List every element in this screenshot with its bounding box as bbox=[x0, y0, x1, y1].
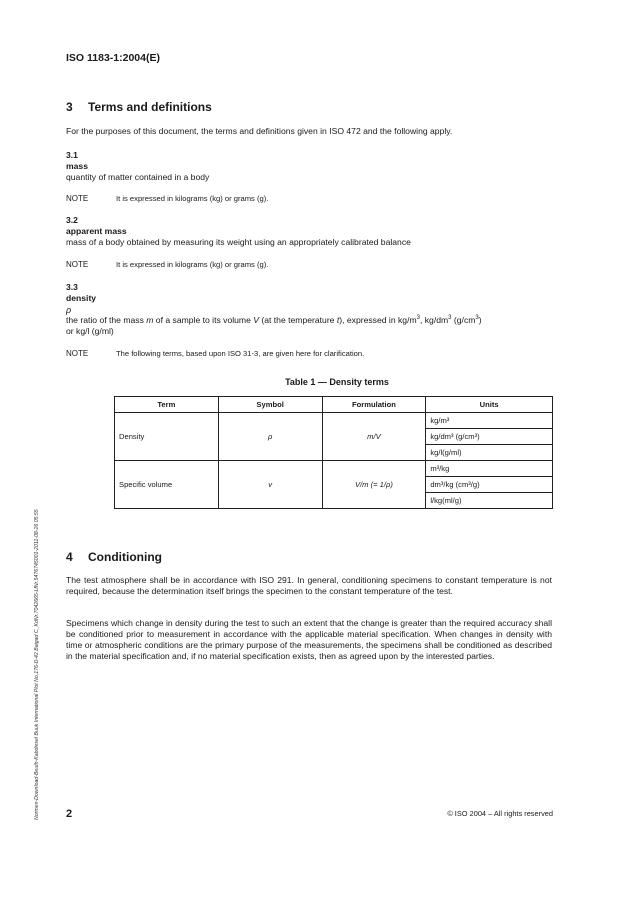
header-units: Units bbox=[426, 397, 553, 413]
cell-term: Density bbox=[115, 413, 219, 461]
variable-m: m bbox=[146, 315, 154, 325]
superscript: 3 bbox=[475, 315, 479, 322]
term-name: density bbox=[66, 293, 97, 303]
definition-text: ), expressed in kg/m bbox=[339, 315, 417, 325]
cell-unit: l/kg(ml/g) bbox=[426, 493, 553, 509]
header-formulation: Formulation bbox=[322, 397, 426, 413]
note-label: NOTE bbox=[66, 260, 89, 269]
header-term: Term bbox=[115, 397, 219, 413]
note-text: It is expressed in kilograms (kg) or grams (g). bbox=[116, 260, 269, 269]
document-id: ISO 1183-1:2004(E) bbox=[66, 52, 160, 64]
download-stamp bbox=[34, 420, 46, 820]
term-definition-line2: or kg/l (g/ml) bbox=[66, 326, 114, 336]
term-name: apparent mass bbox=[66, 226, 127, 236]
definition-text: , kg/dm bbox=[419, 315, 449, 325]
superscript: 3 bbox=[416, 315, 420, 322]
cell-unit: kg/dm³ (g/cm³) bbox=[426, 429, 553, 445]
term-note bbox=[66, 194, 268, 203]
section-3-intro: For the purposes of this document, the terms and definitions given in ISO 472 and the following apply. bbox=[66, 126, 453, 136]
term-symbol: ρ bbox=[66, 305, 72, 315]
term-definition: quantity of matter contained in a body bbox=[66, 172, 210, 182]
term-note bbox=[66, 260, 268, 269]
term-name: mass bbox=[66, 161, 88, 171]
superscript: 3 bbox=[448, 315, 452, 322]
page-number: 2 bbox=[66, 808, 73, 820]
cell-unit: dm³/kg (cm³/g) bbox=[426, 477, 553, 493]
table-row bbox=[115, 413, 553, 429]
section-4-paragraph-1: The test atmosphere shall be in accordance with ISO 291. In general, conditioning specimens to constant temperature is not required, because the determination itself brings the specimen to the constant temperature of the test. bbox=[66, 575, 552, 596]
term-number: 3.2 bbox=[66, 215, 78, 225]
section-number: 4 bbox=[66, 550, 73, 564]
term-note bbox=[66, 349, 364, 358]
note-text: It is expressed in kilograms (kg) or grams (g). bbox=[116, 194, 269, 203]
definition-text: of a sample to its volume bbox=[153, 315, 254, 325]
table-row bbox=[115, 461, 553, 477]
section-title: Conditioning bbox=[88, 550, 162, 564]
term-definition: mass of a body obtained by measuring its weight using an appropriately calibrated balance bbox=[66, 237, 411, 247]
variable-t: t bbox=[336, 315, 340, 325]
download-stamp-text: Normen-Download-Beuth-Kabdiesel Buuk International Plot No.176-D-42 Baigad C_KdNr.7042665-LfNr.5476745001-2011-08-26 05:55 bbox=[34, 509, 40, 820]
cell-formulation: V/m (= 1/ρ) bbox=[322, 461, 426, 509]
term-definition bbox=[66, 315, 566, 326]
table-header-row bbox=[115, 397, 553, 413]
term-number: 3.1 bbox=[66, 150, 78, 160]
note-label: NOTE bbox=[66, 194, 89, 203]
definition-text: (at the temperature bbox=[258, 315, 337, 325]
section-4-heading bbox=[66, 550, 162, 564]
section-4-paragraph-2: Specimens which change in density during the test to such an extent that the change is greater than the required accuracy shall be conditioned prior to measurement in accordance with the applicable material specification. When changes in density with time or atmospheric conditions are the primary purpose of the measurements, the specimens shall be conditioned as described in the material specification and, if no material specification exists, then as agreed upon by the interested parties. bbox=[66, 618, 552, 661]
header-symbol: Symbol bbox=[218, 397, 322, 413]
definition-text: ) bbox=[478, 315, 482, 325]
section-3-heading bbox=[66, 100, 212, 114]
note-label: NOTE bbox=[66, 349, 89, 358]
definition-text: the ratio of the mass bbox=[66, 315, 147, 325]
cell-term: Specific volume bbox=[115, 461, 219, 509]
cell-formulation: m/V bbox=[322, 413, 426, 461]
note-text: The following terms, based upon ISO 31-3, are given here for clarification. bbox=[116, 349, 365, 358]
section-title: Terms and definitions bbox=[88, 100, 212, 114]
term-number: 3.3 bbox=[66, 282, 78, 292]
definition-text: (g/cm bbox=[451, 315, 476, 325]
density-terms-table bbox=[114, 396, 553, 509]
cell-unit: m³/kg bbox=[426, 461, 553, 477]
section-number: 3 bbox=[66, 100, 73, 114]
copyright-notice: © ISO 2004 – All rights reserved bbox=[447, 809, 553, 818]
cell-symbol: v bbox=[218, 461, 322, 509]
variable-v: V bbox=[253, 315, 259, 325]
cell-symbol: ρ bbox=[218, 413, 322, 461]
table-caption: Table 1 — Density terms bbox=[285, 377, 389, 387]
cell-unit: kg/m³ bbox=[426, 413, 553, 429]
cell-unit: kg/l(g/ml) bbox=[426, 445, 553, 461]
